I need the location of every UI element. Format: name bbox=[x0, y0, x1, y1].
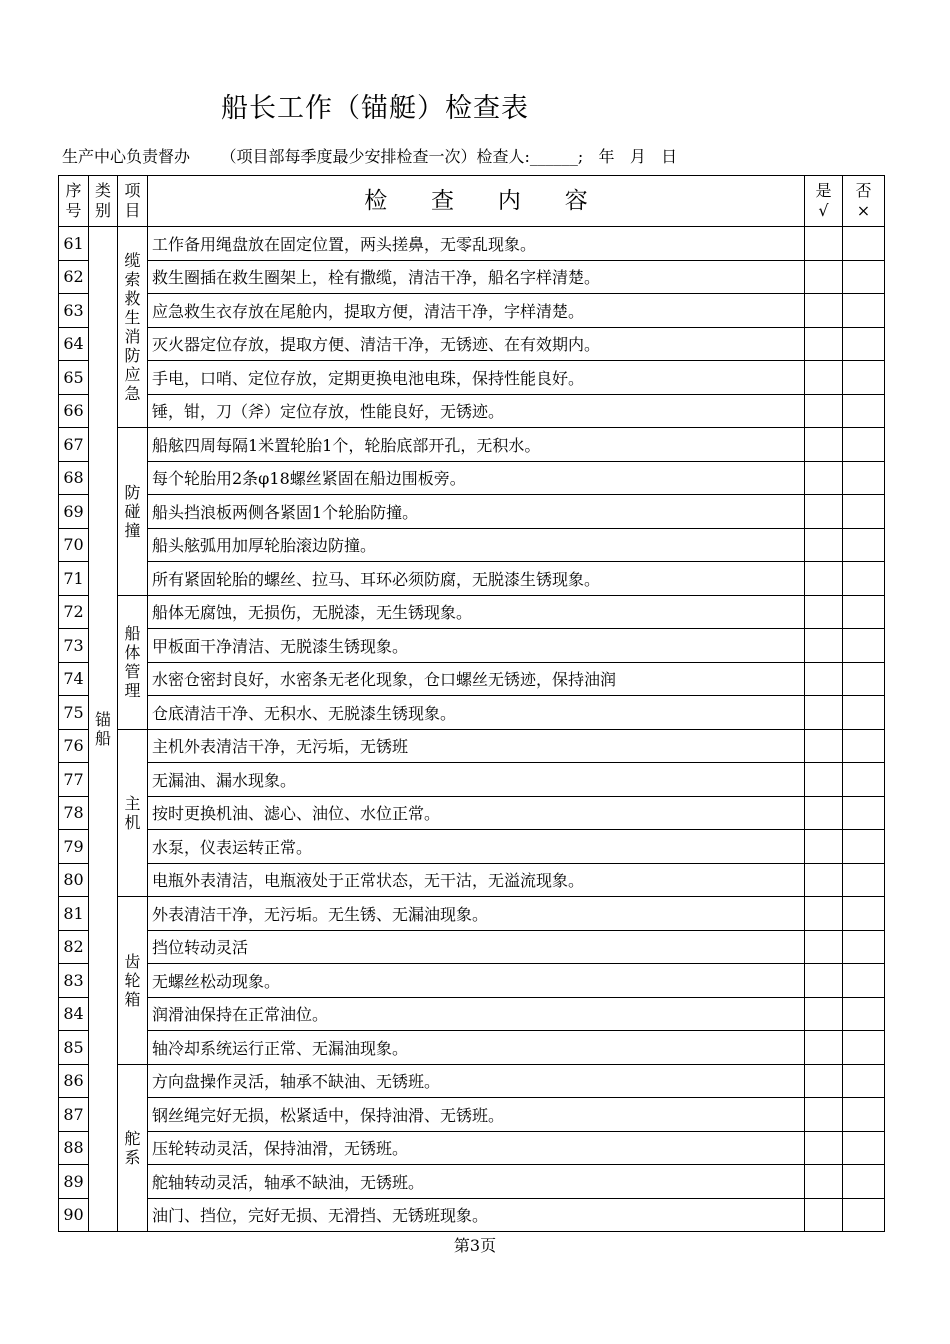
row-number: 61 bbox=[59, 227, 89, 261]
table-row bbox=[59, 562, 885, 596]
header-row bbox=[59, 176, 885, 227]
table-row bbox=[59, 260, 885, 294]
yes-checkbox-cell[interactable] bbox=[805, 327, 843, 361]
table-row bbox=[59, 595, 885, 629]
table-row bbox=[59, 796, 885, 830]
check-content: 无漏油、漏水现象。 bbox=[148, 763, 805, 797]
row-number: 66 bbox=[59, 394, 89, 428]
no-checkbox-cell[interactable] bbox=[843, 227, 885, 261]
no-checkbox-cell[interactable] bbox=[843, 796, 885, 830]
yes-checkbox-cell[interactable] bbox=[805, 997, 843, 1031]
item-group-cell bbox=[118, 227, 148, 428]
no-checkbox-cell[interactable] bbox=[843, 361, 885, 395]
no-checkbox-cell[interactable] bbox=[843, 1198, 885, 1232]
yes-checkbox-cell[interactable] bbox=[805, 495, 843, 529]
no-checkbox-cell[interactable] bbox=[843, 897, 885, 931]
table-row bbox=[59, 964, 885, 998]
yes-checkbox-cell[interactable] bbox=[805, 461, 843, 495]
check-content: 甲板面干净清洁、无脱漆生锈现象。 bbox=[148, 629, 805, 663]
row-number: 74 bbox=[59, 662, 89, 696]
table-row bbox=[59, 361, 885, 395]
table-row bbox=[59, 830, 885, 864]
header-item: 项目 bbox=[118, 176, 148, 227]
check-content: 水密仓密封良好，水密条无老化现象，仓口螺丝无锈迹，保持油润 bbox=[148, 662, 805, 696]
check-content: 无螺丝松动现象。 bbox=[148, 964, 805, 998]
yes-checkbox-cell[interactable] bbox=[805, 428, 843, 462]
no-checkbox-cell[interactable] bbox=[843, 1064, 885, 1098]
check-content: 外表清洁干净，无污垢。无生锈、无漏油现象。 bbox=[148, 897, 805, 931]
header-yes: 是√ bbox=[805, 176, 843, 227]
table-row bbox=[59, 428, 885, 462]
row-number: 79 bbox=[59, 830, 89, 864]
no-checkbox-cell[interactable] bbox=[843, 830, 885, 864]
yes-checkbox-cell[interactable] bbox=[805, 796, 843, 830]
yes-checkbox-cell[interactable] bbox=[805, 1064, 843, 1098]
table-row bbox=[59, 729, 885, 763]
table-body bbox=[59, 227, 885, 1232]
no-checkbox-cell[interactable] bbox=[843, 394, 885, 428]
yes-checkbox-cell[interactable] bbox=[805, 361, 843, 395]
check-content: 仓底清洁干净、无积水、无脱漆生锈现象。 bbox=[148, 696, 805, 730]
row-number: 68 bbox=[59, 461, 89, 495]
no-checkbox-cell[interactable] bbox=[843, 260, 885, 294]
no-checkbox-cell[interactable] bbox=[843, 1098, 885, 1132]
row-number: 69 bbox=[59, 495, 89, 529]
no-checkbox-cell[interactable] bbox=[843, 662, 885, 696]
table-row bbox=[59, 629, 885, 663]
no-checkbox-cell[interactable] bbox=[843, 495, 885, 529]
no-checkbox-cell[interactable] bbox=[843, 528, 885, 562]
table-row bbox=[59, 327, 885, 361]
check-content: 工作备用绳盘放在固定位置，两头搓鼻，无零乱现象。 bbox=[148, 227, 805, 261]
no-checkbox-cell[interactable] bbox=[843, 930, 885, 964]
item-group-cell bbox=[118, 729, 148, 897]
table-row bbox=[59, 863, 885, 897]
check-content: 船舷四周每隔1米置轮胎1个，轮胎底部开孔，无积水。 bbox=[148, 428, 805, 462]
table-row bbox=[59, 227, 885, 261]
no-checkbox-cell[interactable] bbox=[843, 1131, 885, 1165]
check-content: 每个轮胎用2条φ18螺丝紧固在船边围板旁。 bbox=[148, 461, 805, 495]
table-row bbox=[59, 1131, 885, 1165]
item-group-cell bbox=[118, 595, 148, 729]
page-title: 船长工作（锚艇）检查表 bbox=[221, 93, 529, 124]
check-content: 船体无腐蚀，无损伤，无脱漆，无生锈现象。 bbox=[148, 595, 805, 629]
row-number: 87 bbox=[59, 1098, 89, 1132]
no-checkbox-cell[interactable] bbox=[843, 997, 885, 1031]
no-checkbox-cell[interactable] bbox=[843, 1031, 885, 1065]
row-number: 82 bbox=[59, 930, 89, 964]
check-content: 润滑油保持在正常油位。 bbox=[148, 997, 805, 1031]
yes-checkbox-cell[interactable] bbox=[805, 1031, 843, 1065]
table-row bbox=[59, 294, 885, 328]
no-checkbox-cell[interactable] bbox=[843, 763, 885, 797]
yes-checkbox-cell[interactable] bbox=[805, 830, 843, 864]
yes-checkbox-cell[interactable] bbox=[805, 562, 843, 596]
check-content: 压轮转动灵活，保持油滑，无锈班。 bbox=[148, 1131, 805, 1165]
check-content: 锤，钳，刀（斧）定位存放，性能良好，无锈迹。 bbox=[148, 394, 805, 428]
row-number: 85 bbox=[59, 1031, 89, 1065]
yes-checkbox-cell[interactable] bbox=[805, 763, 843, 797]
check-content: 方向盘操作灵活，轴承不缺油、无锈班。 bbox=[148, 1064, 805, 1098]
table-row bbox=[59, 528, 885, 562]
row-number: 65 bbox=[59, 361, 89, 395]
no-checkbox-cell[interactable] bbox=[843, 595, 885, 629]
row-number: 78 bbox=[59, 796, 89, 830]
row-number: 89 bbox=[59, 1165, 89, 1199]
yes-checkbox-cell[interactable] bbox=[805, 1098, 843, 1132]
row-number: 72 bbox=[59, 595, 89, 629]
item-group-label: 缆索救生消防应急 bbox=[124, 251, 141, 403]
table-row bbox=[59, 1165, 885, 1199]
check-content: 油门、挡位，完好无损、无滑挡、无锈班现象。 bbox=[148, 1198, 805, 1232]
table-row bbox=[59, 1098, 885, 1132]
item-group-label: 齿轮箱 bbox=[124, 951, 141, 1009]
table-row bbox=[59, 763, 885, 797]
yes-checkbox-cell[interactable] bbox=[805, 629, 843, 663]
check-content: 主机外表清洁干净，无污垢，无锈班 bbox=[148, 729, 805, 763]
no-checkbox-cell[interactable] bbox=[843, 327, 885, 361]
table-row bbox=[59, 495, 885, 529]
row-number: 64 bbox=[59, 327, 89, 361]
subtitle-line: 生产中心负责督办 （项目部每季度最少安排检查一次）检查人:______; 年 月 日 bbox=[62, 147, 678, 166]
row-number: 84 bbox=[59, 997, 89, 1031]
no-checkbox-cell[interactable] bbox=[843, 1165, 885, 1199]
check-content: 电瓶外表清洁，电瓶液处于正常状态，无干沽，无溢流现象。 bbox=[148, 863, 805, 897]
no-checkbox-cell[interactable] bbox=[843, 294, 885, 328]
no-checkbox-cell[interactable] bbox=[843, 964, 885, 998]
no-checkbox-cell[interactable] bbox=[843, 696, 885, 730]
check-content: 船头挡浪板两侧各紧固1个轮胎防撞。 bbox=[148, 495, 805, 529]
page-number: 第3页 bbox=[453, 1236, 497, 1255]
yes-checkbox-cell[interactable] bbox=[805, 729, 843, 763]
check-content: 救生圈插在救生圈架上，栓有撒缆，清洁干净，船名字样清楚。 bbox=[148, 260, 805, 294]
table-row bbox=[59, 1064, 885, 1098]
yes-checkbox-cell[interactable] bbox=[805, 930, 843, 964]
check-content: 舵轴转动灵活，轴承不缺油，无锈班。 bbox=[148, 1165, 805, 1199]
yes-checkbox-cell[interactable] bbox=[805, 260, 843, 294]
check-content: 轴冷却系统运行正常、无漏油现象。 bbox=[148, 1031, 805, 1065]
yes-checkbox-cell[interactable] bbox=[805, 595, 843, 629]
category-label: 锚船 bbox=[95, 710, 112, 748]
yes-checkbox-cell[interactable] bbox=[805, 294, 843, 328]
row-number: 80 bbox=[59, 863, 89, 897]
item-group-cell bbox=[118, 897, 148, 1065]
no-checkbox-cell[interactable] bbox=[843, 461, 885, 495]
yes-checkbox-cell[interactable] bbox=[805, 528, 843, 562]
row-number: 67 bbox=[59, 428, 89, 462]
row-number: 71 bbox=[59, 562, 89, 596]
item-group-cell bbox=[118, 428, 148, 596]
row-number: 83 bbox=[59, 964, 89, 998]
check-content: 船头舷弧用加厚轮胎滚边防撞。 bbox=[148, 528, 805, 562]
header-category: 类别 bbox=[89, 176, 118, 227]
table-row bbox=[59, 394, 885, 428]
yes-checkbox-cell[interactable] bbox=[805, 227, 843, 261]
row-number: 76 bbox=[59, 729, 89, 763]
category-cell bbox=[89, 227, 118, 1232]
yes-checkbox-cell[interactable] bbox=[805, 1131, 843, 1165]
check-content: 按时更换机油、滤心、油位、水位正常。 bbox=[148, 796, 805, 830]
no-checkbox-cell[interactable] bbox=[843, 863, 885, 897]
row-number: 77 bbox=[59, 763, 89, 797]
yes-checkbox-cell[interactable] bbox=[805, 1165, 843, 1199]
header-no: 否× bbox=[843, 176, 885, 227]
inspection-table bbox=[58, 175, 885, 1232]
yes-checkbox-cell[interactable] bbox=[805, 863, 843, 897]
row-number: 62 bbox=[59, 260, 89, 294]
item-group-label: 舵系 bbox=[124, 1128, 141, 1167]
table-row bbox=[59, 662, 885, 696]
row-number: 88 bbox=[59, 1131, 89, 1165]
row-number: 90 bbox=[59, 1198, 89, 1232]
check-content: 挡位转动灵活 bbox=[148, 930, 805, 964]
yes-checkbox-cell[interactable] bbox=[805, 394, 843, 428]
item-group-cell bbox=[118, 1064, 148, 1232]
row-number: 81 bbox=[59, 897, 89, 931]
yes-checkbox-cell[interactable] bbox=[805, 662, 843, 696]
check-content: 钢丝绳完好无损，松紧适中，保持油滑、无锈班。 bbox=[148, 1098, 805, 1132]
check-content: 水泵，仪表运转正常。 bbox=[148, 830, 805, 864]
table-row bbox=[59, 997, 885, 1031]
table-row bbox=[59, 1198, 885, 1232]
no-checkbox-cell[interactable] bbox=[843, 629, 885, 663]
item-group-label: 防碰撞 bbox=[124, 482, 141, 540]
row-number: 86 bbox=[59, 1064, 89, 1098]
table-row bbox=[59, 897, 885, 931]
table-row bbox=[59, 461, 885, 495]
check-content: 手电，口哨、定位存放，定期更换电池电珠，保持性能良好。 bbox=[148, 361, 805, 395]
check-content: 应急救生衣存放在尾舱内，提取方便，清洁干净，字样清楚。 bbox=[148, 294, 805, 328]
row-number: 73 bbox=[59, 629, 89, 663]
no-checkbox-cell[interactable] bbox=[843, 562, 885, 596]
row-number: 63 bbox=[59, 294, 89, 328]
row-number: 75 bbox=[59, 696, 89, 730]
check-content: 所有紧固轮胎的螺丝、拉马、耳环必须防腐，无脱漆生锈现象。 bbox=[148, 562, 805, 596]
table-row bbox=[59, 696, 885, 730]
yes-checkbox-cell[interactable] bbox=[805, 1198, 843, 1232]
yes-checkbox-cell[interactable] bbox=[805, 897, 843, 931]
table-row bbox=[59, 1031, 885, 1065]
no-checkbox-cell[interactable] bbox=[843, 729, 885, 763]
yes-checkbox-cell[interactable] bbox=[805, 696, 843, 730]
no-checkbox-cell[interactable] bbox=[843, 428, 885, 462]
header-content: 检 查 内 容 bbox=[148, 176, 805, 227]
header-seq: 序号 bbox=[59, 176, 89, 227]
row-number: 70 bbox=[59, 528, 89, 562]
check-content: 灭火器定位存放，提取方便、清洁干净，无锈迹、在有效期内。 bbox=[148, 327, 805, 361]
table-row bbox=[59, 930, 885, 964]
yes-checkbox-cell[interactable] bbox=[805, 964, 843, 998]
item-group-label: 船体管理 bbox=[124, 624, 141, 700]
item-group-label: 主机 bbox=[124, 793, 141, 832]
